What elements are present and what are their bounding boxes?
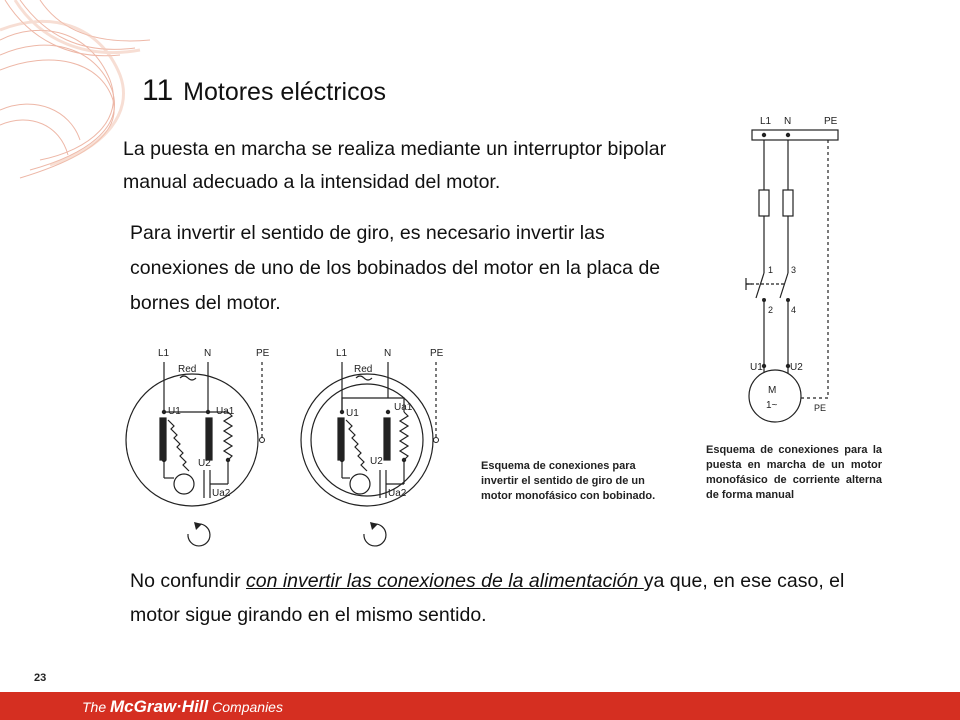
contact-label-1: 1 bbox=[768, 265, 774, 275]
left-label-red: Red bbox=[178, 364, 197, 375]
chapter-title: Motores eléctricos bbox=[183, 78, 387, 106]
page-number: 23 bbox=[34, 672, 47, 684]
publisher-prefix: The bbox=[82, 699, 111, 715]
motor-circle bbox=[749, 370, 801, 422]
switch-contact-2 bbox=[780, 273, 788, 298]
page-title bbox=[142, 74, 386, 108]
startup-caption: Esquema de conexiones para la puesta en marcha de un motor monofásico de corriente alterna de forma manual bbox=[706, 444, 882, 501]
warning-text-start: No confundir bbox=[130, 570, 246, 592]
paragraph-reversal: Para invertir el sentido de giro, es necesario invertir las conexiones de uno de los bobinados del motor en la placa de bornes del motor. bbox=[130, 222, 661, 314]
paragraph-startup: La puesta en marcha se realiza mediante un interruptor bipolar manual adecuado a la intensidad del motor. bbox=[123, 138, 667, 193]
switch-contact-1 bbox=[756, 273, 764, 298]
left-label-u2: U2 bbox=[198, 458, 211, 469]
startup-schematic bbox=[730, 108, 850, 423]
contact-label-2: 2 bbox=[768, 305, 774, 315]
left-label-ua2: Ua2 bbox=[212, 488, 231, 499]
right-label-ua2: Ua2 bbox=[388, 488, 407, 499]
warning-text-end: ya que, en ese caso, el motor sigue girando en el mismo sentido. bbox=[130, 570, 845, 626]
fuse-n bbox=[783, 190, 793, 216]
fuse-l1 bbox=[759, 190, 769, 216]
reversal-schematic bbox=[120, 340, 460, 556]
right-label-l1: L1 bbox=[336, 348, 348, 359]
startup-label-l1: L1 bbox=[760, 116, 772, 127]
motor-phase-label: 1~ bbox=[766, 400, 778, 411]
right-label-u1: U1 bbox=[346, 408, 359, 419]
paragraph-warning bbox=[130, 564, 850, 632]
left-label-l1: L1 bbox=[158, 348, 170, 359]
startup-label-pe: PE bbox=[824, 116, 838, 127]
right-label-u2: U2 bbox=[370, 456, 383, 467]
startup-label-n: N bbox=[784, 116, 792, 127]
right-label-n: N bbox=[384, 348, 392, 359]
contact-label-3: 3 bbox=[791, 265, 797, 275]
contact-label-4: 4 bbox=[791, 305, 797, 315]
motor-terminal-u2: U2 bbox=[790, 362, 803, 373]
chapter-number: 11 bbox=[142, 74, 174, 107]
motor-diagram-left bbox=[126, 348, 270, 546]
publisher-name: McGraw·Hill bbox=[110, 697, 209, 716]
left-label-n: N bbox=[204, 348, 212, 359]
right-label-pe: PE bbox=[430, 348, 444, 359]
publisher-suffix: Companies bbox=[208, 699, 283, 715]
motor-diagram-right bbox=[301, 348, 444, 546]
motor-label: M bbox=[768, 385, 777, 396]
right-label-ua1: Ua1 bbox=[394, 402, 413, 413]
motor-terminal-u1: U1 bbox=[750, 362, 763, 373]
left-label-ua1: Ua1 bbox=[216, 406, 235, 417]
ground-label: PE bbox=[814, 403, 827, 413]
left-label-pe: PE bbox=[256, 348, 270, 359]
left-label-u1: U1 bbox=[168, 406, 181, 417]
publisher-logo bbox=[82, 697, 283, 717]
reversal-caption: Esquema de conexiones para invertir el sentido de giro de un motor monofásico con bobinado. bbox=[481, 460, 656, 502]
right-label-red: Red bbox=[354, 364, 373, 375]
warning-text-underlined: con invertir las conexiones de la alimentación bbox=[245, 570, 644, 592]
